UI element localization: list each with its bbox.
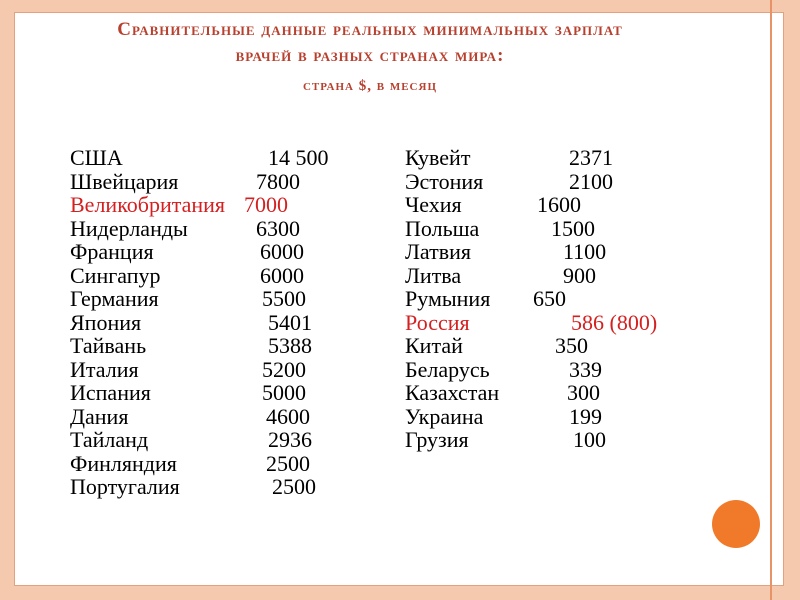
title-line-3: страна $, в месяц	[302, 78, 438, 94]
salary-value: 199	[569, 403, 602, 429]
country-name: Сингапур	[70, 262, 161, 288]
salary-value: 900	[563, 262, 596, 288]
salary-value: 14 500	[268, 145, 329, 170]
country-name: Казахстан	[405, 380, 500, 405]
country-name: Россия	[405, 309, 470, 335]
salary-value: 1500	[551, 215, 595, 241]
country-name: Нидерланды	[70, 215, 188, 241]
salary-value: 100	[573, 427, 606, 452]
salary-value: 300	[567, 380, 600, 405]
country-name: Португалия	[70, 474, 180, 499]
title-line-1: Сравнительные данные реальных минимальных зарплат	[117, 19, 623, 40]
country-name: Великобритания	[70, 192, 226, 217]
salary-value: 339	[569, 356, 602, 382]
country-name: Литва	[405, 262, 462, 288]
country-name: Кувейт	[405, 145, 471, 170]
salary-value: 1100	[563, 239, 607, 264]
salary-value: 6000	[260, 239, 304, 264]
salary-value: 350	[555, 333, 588, 358]
country-name: Чехия	[405, 192, 462, 217]
country-name: Украина	[405, 403, 484, 429]
salary-value: 2500	[272, 474, 316, 499]
salary-value: 2371	[569, 145, 613, 170]
country-name: Италия	[70, 356, 139, 382]
title-line-2: врачей в разных странах мира:	[235, 45, 505, 66]
country-name: Франция	[70, 239, 154, 264]
salary-value: 2100	[569, 168, 613, 194]
decorative-orange-circle	[712, 500, 760, 548]
salary-value: 7000	[244, 192, 288, 217]
country-name: Швейцария	[70, 168, 179, 194]
salary-value: 5500	[262, 286, 306, 311]
salary-value: 6300	[256, 215, 300, 241]
country-name: Финляндия	[70, 450, 177, 476]
salary-value: 1600	[537, 192, 581, 217]
country-name: Грузия	[405, 427, 469, 452]
country-name: Тайвань	[70, 333, 147, 358]
salary-value: 2936	[268, 427, 312, 452]
country-name: Беларусь	[405, 356, 490, 382]
salary-value: 5401	[268, 309, 312, 335]
country-name: Япония	[70, 309, 142, 335]
country-name: Германия	[70, 286, 159, 311]
right-rule-line	[770, 0, 772, 600]
salary-value: 5200	[262, 356, 306, 382]
slide-title	[40, 18, 700, 96]
salary-value: 5388	[268, 333, 312, 358]
salary-value: 5000	[262, 380, 306, 405]
salary-value: 650	[533, 286, 566, 311]
country-name: Польша	[405, 215, 480, 241]
country-name: Тайланд	[70, 427, 149, 452]
salary-value: 586 (800)	[571, 309, 658, 335]
country-name: Китай	[405, 333, 463, 358]
country-name: Латвия	[405, 239, 472, 264]
country-name: Румыния	[405, 286, 491, 311]
country-name: Испания	[70, 380, 151, 405]
country-name: Дания	[70, 403, 129, 429]
country-name: Эстония	[405, 168, 484, 194]
salary-value: 7800	[256, 168, 300, 194]
country-name: США	[70, 145, 123, 170]
salary-value: 4600	[266, 403, 310, 429]
salary-value: 2500	[266, 450, 310, 476]
salary-value: 6000	[260, 262, 304, 288]
